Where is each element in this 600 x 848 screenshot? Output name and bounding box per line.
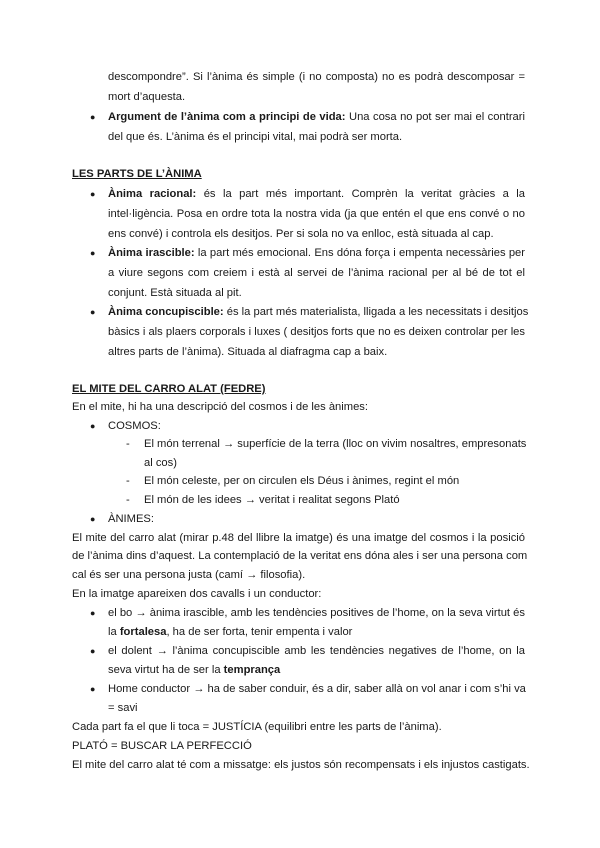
racional-line-3: ens convé) i controla els desitjos. Per si sola no va enlloc, està situada al cap.: [108, 228, 494, 240]
cosmos-item-3: El món de les idees → veritat i realitat segons Plató: [144, 494, 400, 506]
concupiscible-text: és la part més materialista, lligada a les necessitats i desitjos: [223, 306, 529, 318]
bullet-icon: ●: [90, 421, 96, 431]
concupiscible-line-2: bàsics i als plaers corporals i luxes ( desitjos forts que no es deixen controlar per les: [108, 326, 525, 338]
horse-bo-text-post: , ha de ser forta, tenir empenta i valor: [166, 626, 353, 638]
dash-icon: -: [126, 494, 130, 506]
conductor-line-2: = savi: [108, 702, 138, 714]
argument-vida-line-1: [108, 110, 525, 124]
dash-icon: -: [126, 475, 130, 487]
cosmos-label: COSMOS:: [108, 420, 161, 432]
cosmos-item-1-line-1: El món terrenal → superfície de la terra (lloc on vivim nosaltres, empresonats: [144, 438, 527, 450]
mite-paragraph-line-3: cal és ser una persona justa (camí → filosofia).: [72, 569, 306, 581]
missatge-line: El mite del carro alat té com a missatge: els justos són recompensats i els injustos castigats.: [72, 759, 530, 771]
bullet-icon: ●: [90, 514, 96, 524]
argument-vida-label: Argument de l’ànima com a principi de vida:: [108, 111, 346, 123]
section-heading-parts: LES PARTS DE L’ÀNIMA: [72, 168, 202, 180]
justicia-line: Cada part fa el que li toca = JUSTÍCIA (equilibri entre les parts de l’ànima).: [72, 721, 442, 733]
argument-vida-line-2: del que és. L’ànima és el principi vital, mai podrà ser morta.: [108, 131, 403, 143]
bullet-icon: ●: [90, 307, 96, 317]
racional-text: és la part més important. Comprèn la veritat gràcies a la: [196, 188, 525, 200]
horse-dolent-line-1: el dolent → l’ànima concupiscible amb les tendències negatives de l’home, on la: [108, 645, 525, 657]
concupiscible-label: Ànima concupiscible:: [108, 306, 224, 318]
animes-label: ÀNIMES:: [108, 513, 155, 525]
dash-icon: -: [126, 438, 130, 450]
irascible-line-1: [108, 246, 525, 260]
intro-continuation-line-1: descompondre”. Si l’ànima és simple (i no composta) no es podrà descomposar =: [108, 71, 525, 83]
concupiscible-line-3: altres parts de l’ànima). Situada al diafragma cap a baix.: [108, 346, 388, 358]
racional-line-1: [108, 187, 525, 201]
argument-vida-text: Una cosa no pot ser mai el contrari: [345, 111, 525, 123]
intro-continuation-line-2: mort d’aquesta.: [108, 91, 186, 103]
cosmos-item-2: El món celeste, per on circulen els Déus i ànimes, regint el món: [144, 475, 460, 487]
bullet-icon: ●: [90, 189, 96, 199]
racional-line-2: intel·ligència. Posa en ordre tota la nostra vida (ja que entén el que ens convé o no: [108, 208, 525, 220]
irascible-label: Ànima irascible:: [108, 247, 195, 259]
horse-dolent-line-2: [108, 663, 280, 677]
conductor-line-1: Home conductor → ha de saber conduir, és a dir, saber allà on vol anar i com s’hi va: [108, 683, 526, 695]
bullet-icon: ●: [90, 646, 96, 656]
bullet-icon: ●: [90, 112, 96, 122]
virtue-temprança: temprança: [223, 664, 281, 676]
bullet-icon: ●: [90, 608, 96, 618]
section-heading-mite: EL MITE DEL CARRO ALAT (FEDRE): [72, 383, 266, 395]
irascible-line-2: a viure segons com creiem i està al servei de l’ànima racional per al bé de tot el: [108, 267, 525, 279]
irascible-text: la part més emocional. Ens dóna força i empenta necessàries per: [194, 247, 525, 259]
mite-intro: En el mite, hi ha una descripció del cosmos i de les ànimes:: [72, 401, 368, 413]
mite-paragraph-line-2: de l’ànima dins d’aquest. La contemplació de la veritat ens dóna ales i ser una persona com: [72, 550, 528, 562]
concupiscible-line-1: [108, 305, 529, 319]
virtue-fortalesa: fortalesa: [119, 626, 167, 638]
horses-intro: En la imatge apareixen dos cavalls i un conductor:: [72, 588, 322, 600]
cosmos-item-1-line-2: al cos): [144, 457, 177, 469]
perfeccio-line: PLATÓ = BUSCAR LA PERFECCIÓ: [72, 740, 252, 752]
bullet-icon: ●: [90, 684, 96, 694]
horse-dolent-text-pre: seva virtut ha de ser la: [108, 664, 224, 676]
horse-bo-line-2: [108, 625, 352, 639]
mite-paragraph-line-1: El mite del carro alat (mirar p.48 del llibre la imatge) és una imatge del cosmos i la posició: [72, 532, 525, 544]
bullet-icon: ●: [90, 248, 96, 258]
racional-label: Ànima racional:: [108, 188, 197, 200]
horse-bo-text-pre: la: [108, 626, 120, 638]
horse-bo-line-1: el bo → ànima irascible, amb les tendències positives de l’home, on la seva virtut és: [108, 607, 525, 619]
irascible-line-3: conjunt. Està situada al pit.: [108, 287, 242, 299]
